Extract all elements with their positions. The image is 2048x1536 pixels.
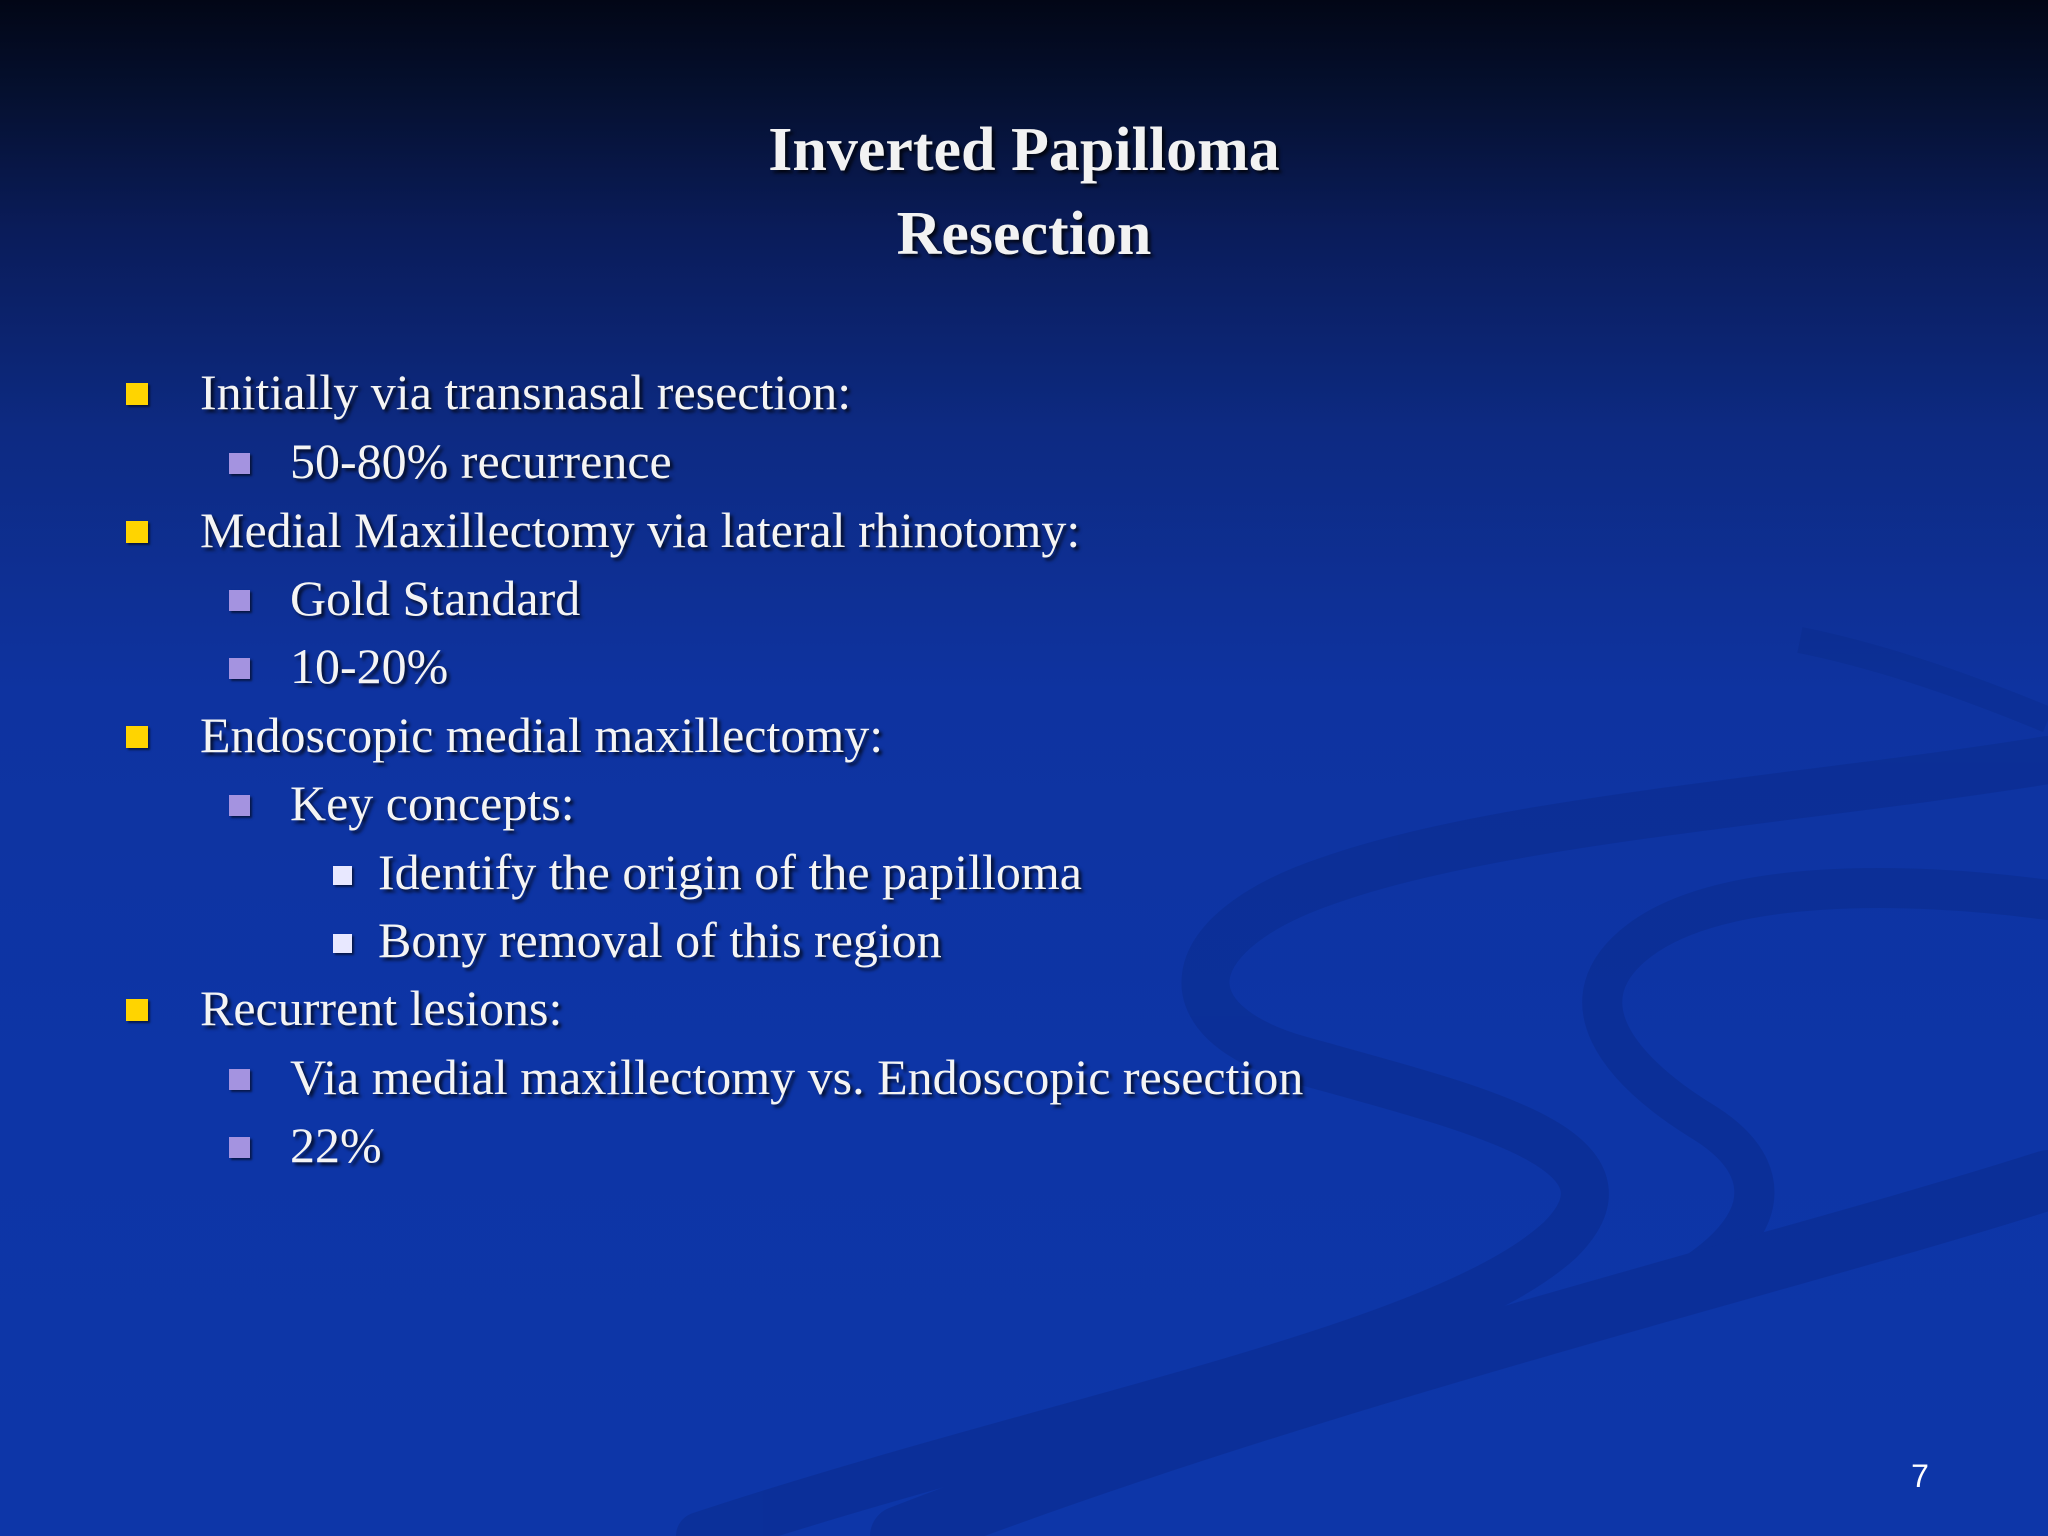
bullet-item: [0, 769, 2048, 837]
square-bullet-icon: [333, 934, 352, 953]
bullet-text: Via medial maxillectomy vs. Endoscopic resection: [290, 1049, 1304, 1105]
bullet-text: Initially via transnasal resection:: [200, 364, 852, 420]
bullet-text: 10-20%: [290, 638, 449, 694]
bullet-item: [0, 701, 2048, 769]
bullet-text: Endoscopic medial maxillectomy:: [200, 707, 884, 763]
bullet-text: 50-80% recurrence: [290, 433, 672, 489]
bullet-item: [0, 906, 2048, 974]
square-bullet-icon: [126, 383, 148, 405]
square-bullet-icon: [229, 658, 250, 679]
slide-title-line-1: Inverted Papilloma: [768, 116, 1280, 184]
bullet-text: Gold Standard: [290, 570, 581, 626]
square-bullet-icon: [229, 1137, 250, 1158]
slide-title-line-2: Resection: [896, 200, 1152, 268]
bullet-text: Medial Maxillectomy via lateral rhinotomy:: [200, 502, 1081, 558]
bullet-text: Recurrent lesions:: [200, 980, 563, 1036]
bullet-item: [0, 496, 2048, 564]
square-bullet-icon: [126, 999, 148, 1021]
bullet-text: Bony removal of this region: [378, 912, 942, 968]
square-bullet-icon: [126, 521, 148, 543]
bullet-text: Identify the origin of the papilloma: [378, 844, 1082, 900]
bullet-item: [0, 838, 2048, 906]
page-number: 7: [1911, 1458, 1929, 1494]
bullet-item: [0, 358, 2048, 426]
bullet-item: [0, 1111, 2048, 1179]
bullet-text: Key concepts:: [290, 775, 575, 831]
square-bullet-icon: [229, 795, 250, 816]
bullet-item: [0, 427, 2048, 495]
square-bullet-icon: [229, 453, 250, 474]
square-bullet-icon: [126, 726, 148, 748]
square-bullet-icon: [229, 590, 250, 611]
bullet-item: [0, 632, 2048, 700]
square-bullet-icon: [229, 1069, 250, 1090]
square-bullet-icon: [333, 866, 352, 885]
bullet-text: 22%: [290, 1117, 382, 1173]
bullet-item: [0, 974, 2048, 1042]
bullet-item: [0, 564, 2048, 632]
bullet-item: [0, 1043, 2048, 1111]
